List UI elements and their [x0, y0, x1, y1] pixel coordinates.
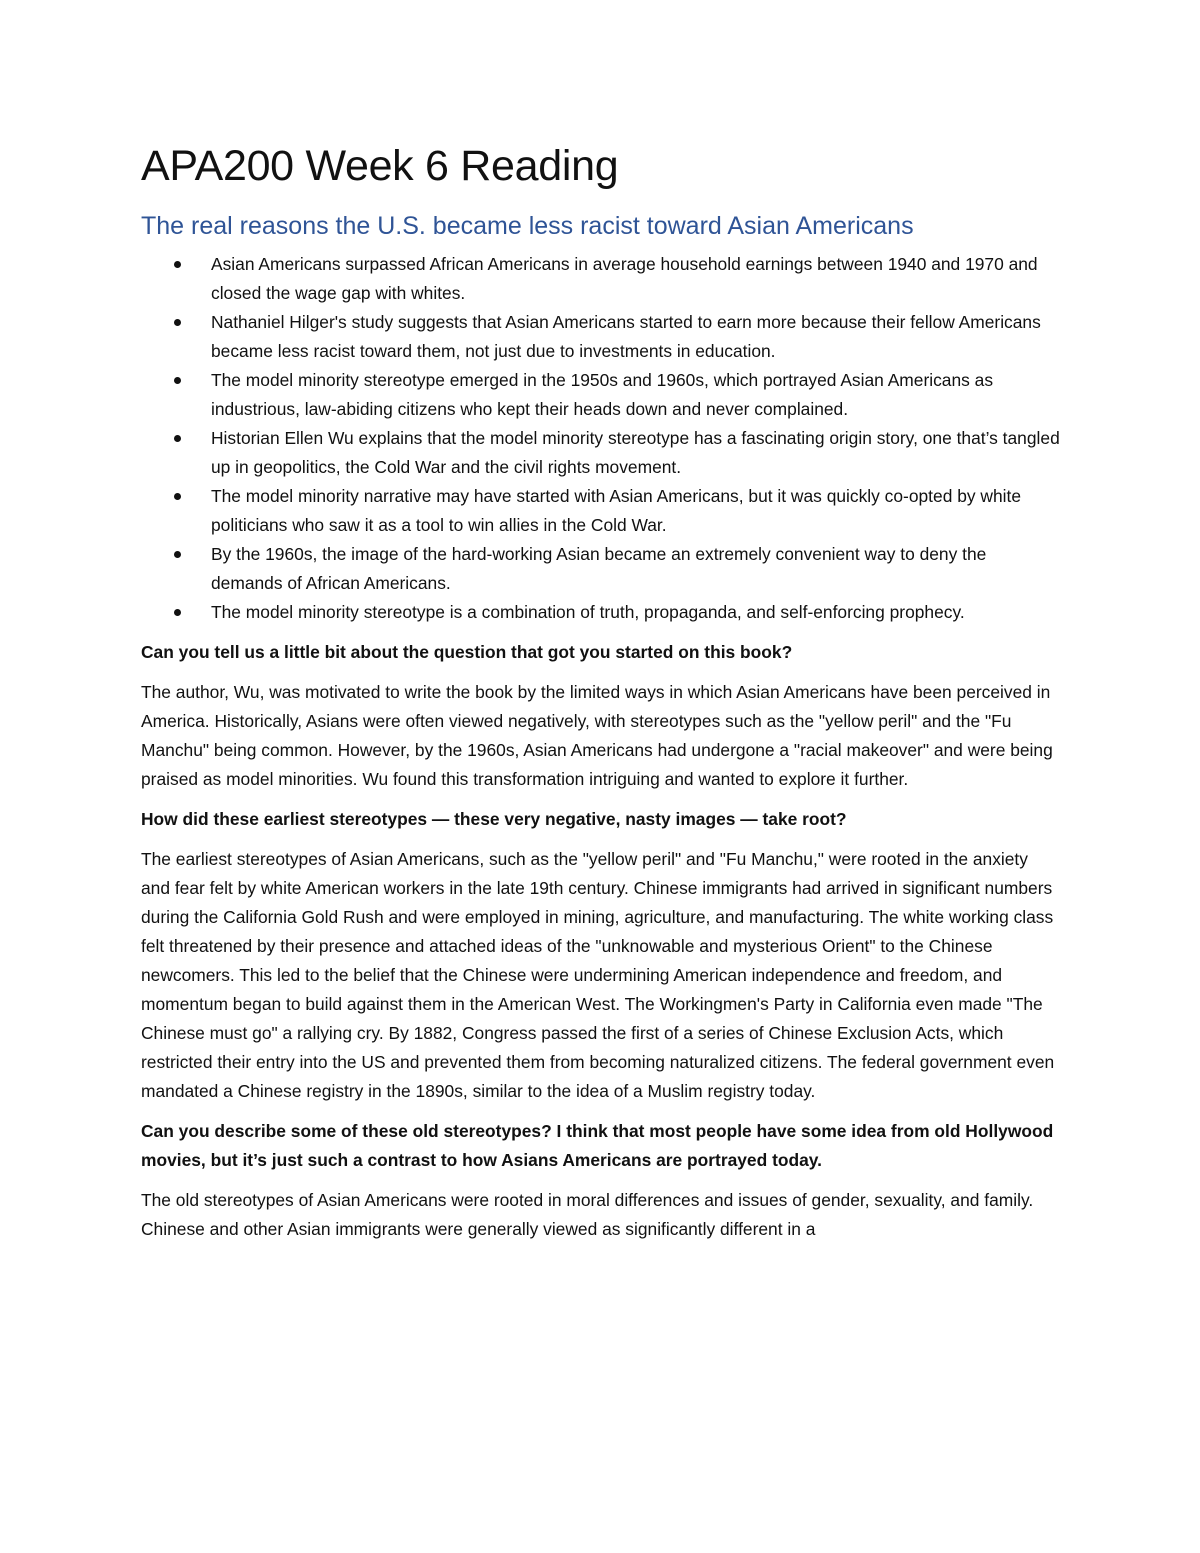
document-title: APA200 Week 6 Reading — [141, 142, 619, 190]
bullet-text: The model minority stereotype is a combination of truth, propaganda, and self-enforcing prophecy. — [211, 602, 965, 623]
bullet-item — [141, 308, 1061, 366]
summary-bullet-list — [141, 250, 1061, 627]
bullet-item — [141, 482, 1061, 540]
interview-question: How did these earliest stereotypes — these very negative, nasty images — take root? — [141, 809, 847, 830]
bullet-dot-icon — [174, 551, 181, 558]
interview-question: Can you tell us a little bit about the question that got you started on this book? — [141, 642, 793, 663]
interview-question: Can you describe some of these old stereotypes? I think that most people have some idea from old Hollywood movies, but it’s just such a contrast to how Asians Americans are portrayed today. — [141, 1121, 1054, 1171]
document-subtitle: The real reasons the U.S. became less racist toward Asian Americans — [141, 211, 914, 240]
bullet-dot-icon — [174, 377, 181, 384]
bullet-item — [141, 366, 1061, 424]
bullet-text: The model minority narrative may have started with Asian Americans, but it was quickly co-opted by white politicians who saw it as a tool to win allies in the Cold War. — [211, 486, 1021, 536]
bullet-text: Historian Ellen Wu explains that the model minority stereotype has a fascinating origin story, one that’s tangled up in geopolitics, the Cold War and the civil rights movement. — [211, 428, 1060, 478]
bullet-text: Asian Americans surpassed African Americans in average household earnings between 1940 and 1970 and closed the wage gap with whites. — [211, 254, 1038, 304]
interview-answer: The author, Wu, was motivated to write the book by the limited ways in which Asian Americans have been perceived in America. Historically, Asians were often viewed negatively, with stereotypes such as the "yellow peril" and the "Fu Manchu" being common. However, by the 1960s, Asian Americans had undergone a "racial makeover" and were being praised as model minorities. Wu found this transformation intriguing and wanted to explore it further. — [141, 682, 1053, 790]
bullet-dot-icon — [174, 261, 181, 268]
bullet-item — [141, 424, 1061, 482]
bullet-text: The model minority stereotype emerged in the 1950s and 1960s, which portrayed Asian Americans as industrious, law-abiding citizens who kept their heads down and never complained. — [211, 370, 994, 420]
bullet-item — [141, 540, 1061, 598]
bullet-dot-icon — [174, 609, 181, 616]
bullet-dot-icon — [174, 319, 181, 326]
bullet-item — [141, 598, 1061, 627]
document-page — [141, 140, 1061, 1244]
interview-answer: The earliest stereotypes of Asian Americans, such as the "yellow peril" and "Fu Manchu," were rooted in the anxiety and fear felt by white American workers in the late 19th century. Chinese immigrants had arrived in significant numbers during the California Gold Rush and were employed in mining, agriculture, and manufacturing. The white working class felt threatened by their presence and attached ideas of the "unknowable and mysterious Orient" to the Chinese newcomers. This led to the belief that the Chinese were undermining American independence and freedom, and momentum began to build against them in the American West. The Workingmen's Party in California even made "The Chinese must go" a rallying cry. By 1882, Congress passed the first of a series of Chinese Exclusion Acts, which restricted their entry into the US and prevented them from becoming naturalized citizens. The federal government even mandated a Chinese registry in the 1890s, similar to the idea of a Muslim registry today. — [141, 849, 1055, 1102]
bullet-text: Nathaniel Hilger's study suggests that Asian Americans started to earn more because their fellow Americans became less racist toward them, not just due to investments in education. — [211, 312, 1041, 362]
bullet-dot-icon — [174, 493, 181, 500]
bullet-dot-icon — [174, 435, 181, 442]
bullet-item — [141, 250, 1061, 308]
bullet-text: By the 1960s, the image of the hard-working Asian became an extremely convenient way to deny the demands of African Americans. — [211, 544, 987, 594]
interview-answer: The old stereotypes of Asian Americans were rooted in moral differences and issues of gender, sexuality, and family. Chinese and other Asian immigrants were generally viewed as significantly different in a — [141, 1190, 1034, 1240]
